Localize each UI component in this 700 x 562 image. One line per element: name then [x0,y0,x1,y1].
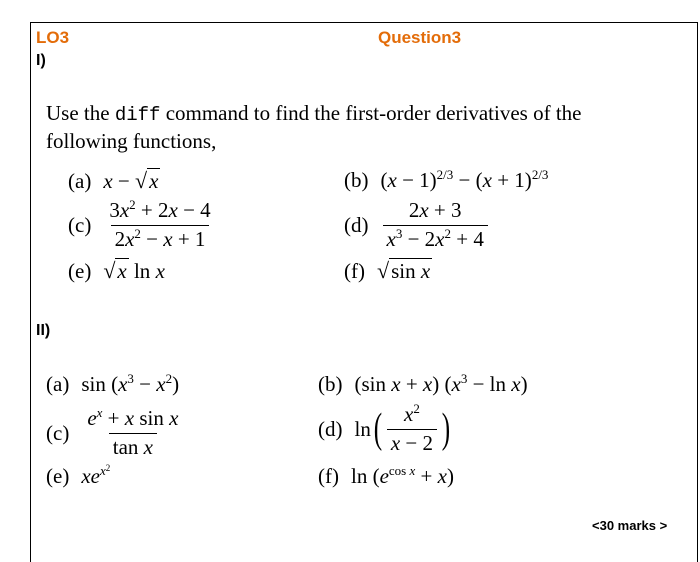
math-expression: $\sin (x^3 - x^2)$ [81,371,180,396]
math-fraction: $\frac{3x^2 + 2x - 4}{2x^2 - x + 1}$ [109,197,211,251]
part2-item-b [318,372,528,397]
learning-outcome-label: LO3 [36,28,70,47]
item-label: (f) [318,464,339,488]
intro-text-after: command to find the first-order derivatives of the following functions, [46,101,582,153]
math-fraction: $\frac{2x + 3}{x^3 - 2x^2 + 4}$ [383,198,488,252]
math-expression: $\ln (e^{cos x} + x)$ [350,463,454,488]
part1-label: I) [36,52,46,69]
item-label: (e) [68,258,92,283]
item-label: (c) [68,212,92,237]
part2-label: II) [36,322,51,339]
part1-item-b [344,168,548,193]
math-expression: x − √ x [103,168,159,193]
part2-item-f [318,464,454,489]
part1-item-e [68,258,165,284]
math-expression: √ x ln x [103,258,165,283]
math-expression: $xe^{x^2}$ [81,463,111,488]
item-label: (d) [318,416,343,441]
part1-item-f [344,258,432,284]
item-label: (b) [318,372,343,396]
part1-item-d [344,198,490,252]
part2-item-a [46,372,179,397]
item-label: (d) [344,212,369,237]
intro-code: diff [114,104,161,126]
part1-instructions [46,100,636,154]
intro-text-before: Use the [46,101,115,125]
item-label: (c) [46,420,70,445]
item-label: (f) [344,258,365,283]
part2-item-d [318,402,453,456]
item-label: (e) [46,464,70,488]
math-expression: ln ( $\frac{x^2}{x - 2}$ ) [354,401,451,455]
part2-item-c [46,406,184,460]
math-expression: (sin x + x) $(x^3 - \ln x)$ [354,371,528,396]
math-expression: √ sin x [376,258,431,283]
marks-total: <30 marks > [592,518,668,533]
question-title: Question3 [378,28,462,47]
item-label: (b) [344,168,369,192]
item-label: (a) [46,372,70,396]
math-expression: $(x - 1)^{2/3} - (x + 1)^{2/3}$ [380,167,549,192]
part1-item-c [68,198,217,252]
item-label: (a) [68,168,92,193]
part1-item-a [68,168,160,194]
part2-item-e [46,464,110,489]
math-fraction: $\frac{e^x + x \sin x}{\text{tan x}}$ [87,405,179,459]
